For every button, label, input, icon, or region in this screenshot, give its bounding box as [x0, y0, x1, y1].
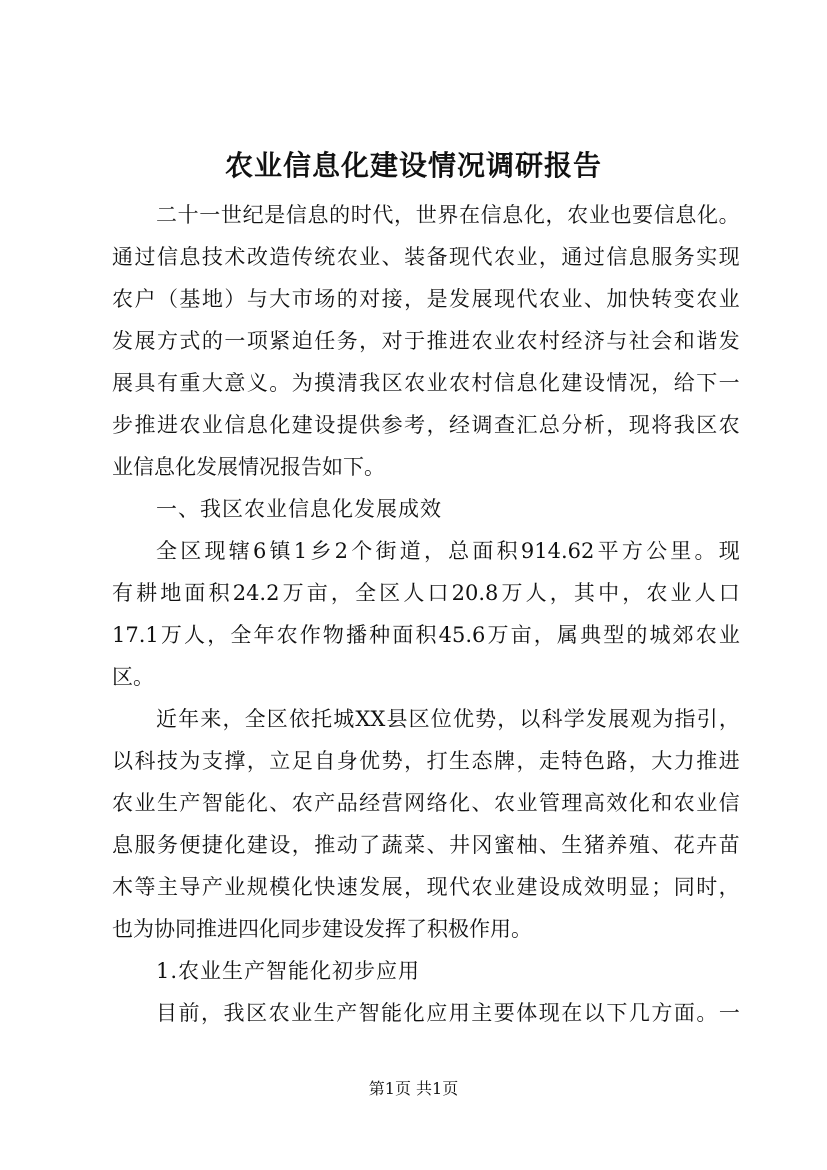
document-title: 农业信息化建设情况调研报告 [224, 149, 602, 182]
paragraph-line: 17.1 万 人 ， 全 年 农 作 物 播 种 面 积 45.6 万 亩 ， 属 典 型 的 城 郊 农 业 [112, 623, 740, 647]
paragraph-line: 发 展 方 式 的 一 项 紧 迫 任 务 ， 对 于 推 进 农 业 农 村 经 济 与 社 会 和 谐 发 [112, 329, 740, 353]
paragraph-line: 以 科 技 为 支 撑 ， 立 足 自 身 优 势 ， 打 生 态 牌 ， 走 特 色 路 ， 大 力 推 进 [112, 749, 740, 773]
paragraph-line: 通 过 信 息 技 术 改 造 传 统 农 业 、 装 备 现 代 农 业 ， 通 过 信 息 服 务 实 现 [112, 245, 740, 269]
paragraph-line: 全 区 现 辖 6 镇 1 乡 2 个 街 道 ， 总 面 积 914.62 平 方 公 里 。 现 [156, 539, 740, 563]
section-heading: 一、我区农业信息化发展成效 [156, 497, 442, 521]
paragraph-line: 木 等 主 导 产 业 规 模 化 快 速 发 展 ， 现 代 农 业 建 设 成 效 明 显 ； 同 时 ， [112, 875, 740, 899]
paragraph-line: 业信息化发展情况报告如下。 [112, 455, 385, 479]
paragraph-line: 也为协同推进四化同步建设发挥了积极作用。 [112, 917, 532, 941]
paragraph-line: 农 业 生 产 智 能 化 、 农 产 品 经 营 网 络 化 、 农 业 管 理 高 效 化 和 农 业 信 [112, 791, 740, 815]
page-footer: 第1页 共1页 [368, 1079, 459, 1098]
paragraph-line: 近 年 来 ， 全 区 依 托 城 XX 县 区 位 优 势 ， 以 科 学 发 展 观 为 指 引 ， [156, 707, 740, 731]
document-body [112, 194, 740, 1034]
paragraph-line: 有 耕 地 面 积 24.2 万 亩 ， 全 区 人 口 20.8 万 人 ， 其 中 ， 农 业 人 口 [112, 581, 740, 605]
paragraph-line: 二 十 一 世 纪 是 信 息 的 时 代 ， 世 界 在 信 息 化 ， 农 业 也 要 信 息 化 。 [156, 203, 740, 227]
paragraph-line: 步 推 进 农 业 信 息 化 建 设 提 供 参 考 ， 经 调 查 汇 总 分 析 ， 现 将 我 区 农 [112, 413, 740, 437]
paragraph-line: 区。 [112, 665, 154, 689]
paragraph-line: 展 具 有 重 大 意 义 。 为 摸 清 我 区 农 业 农 村 信 息 化 建 设 情 况 ， 给 下 一 [112, 371, 740, 395]
paragraph-line: 农 户 （ 基 地 ） 与 大 市 场 的 对 接 ， 是 发 展 现 代 农 业 、 加 快 转 变 农 业 [112, 287, 740, 311]
paragraph-line: 息 服 务 便 捷 化 建 设 ， 推 动 了 蔬 菜 、 井 冈 蜜 柚 、 生 猪 养 殖 、 花 卉 苗 [112, 833, 740, 857]
section-heading: 1.农业生产智能化初步应用 [156, 959, 421, 983]
paragraph-line: 目 前 ， 我 区 农 业 生 产 智 能 化 应 用 主 要 体 现 在 以 下 几 方 面 。 一 [156, 1001, 740, 1025]
